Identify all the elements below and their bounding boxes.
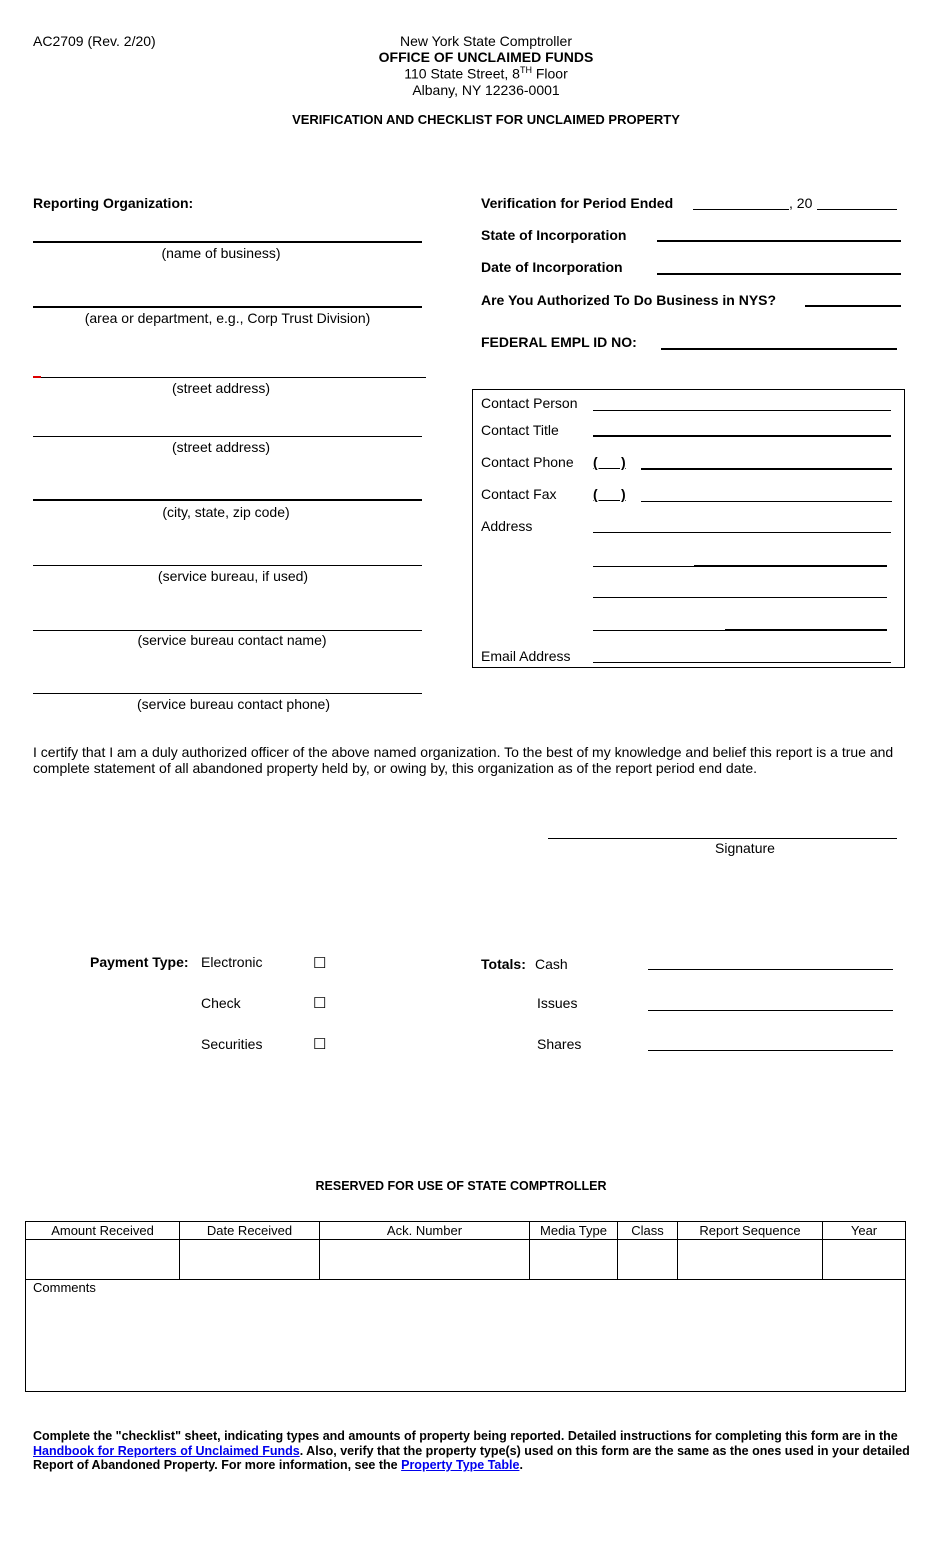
street-address-1-field[interactable] (33, 377, 426, 378)
period-ended-label: Verification for Period Ended (481, 195, 674, 211)
office-name: OFFICE OF UNCLAIMED FUNDS (378, 49, 594, 65)
reserved-data-row (26, 1240, 906, 1280)
payment-electronic-checkbox[interactable]: ☐ (313, 955, 327, 972)
reserved-title: RESERVED FOR USE OF STATE COMPTROLLER (315, 1179, 607, 1193)
agency-name: New York State Comptroller (400, 33, 572, 49)
street-address-2-field[interactable] (33, 436, 422, 437)
cell-year[interactable] (823, 1240, 906, 1280)
caption-street-1: (street address) (171, 380, 271, 396)
payment-type-label: Payment Type: (90, 954, 189, 970)
service-bureau-phone-field[interactable] (33, 693, 422, 694)
payment-securities-checkbox[interactable]: ☐ (313, 1036, 327, 1053)
date-incorporation-field[interactable] (657, 273, 901, 275)
contact-address-line-1[interactable] (593, 532, 891, 533)
cell-ack-number[interactable] (320, 1240, 530, 1280)
contact-email-field[interactable] (593, 662, 891, 663)
contact-phone-area-code[interactable]: ( ) (593, 454, 626, 470)
col-ack-number: Ack. Number (320, 1222, 530, 1240)
contact-address-line-4b[interactable] (725, 629, 887, 631)
contact-person-field[interactable] (593, 410, 891, 411)
business-name-field[interactable] (33, 241, 422, 243)
totals-label: Totals: (481, 956, 526, 972)
cell-date-received[interactable] (180, 1240, 320, 1280)
street-prefix: 110 State Street, 8 (404, 65, 520, 82)
contact-title-field[interactable] (593, 435, 891, 437)
city-state-zip-field[interactable] (33, 499, 422, 501)
fein-label: FEDERAL EMPL ID NO: (481, 334, 637, 350)
totals-cash-field[interactable] (648, 969, 893, 970)
contact-fax-area-code[interactable]: ( ) (593, 486, 626, 502)
payment-electronic-label: Electronic (201, 954, 263, 970)
contact-address-label: Address (481, 518, 533, 534)
property-type-table-link[interactable]: Property Type Table (401, 1458, 520, 1472)
authorized-nys-field[interactable] (805, 305, 901, 307)
col-class: Class (618, 1222, 678, 1240)
contact-fax-field[interactable] (641, 501, 892, 502)
service-bureau-field[interactable] (33, 565, 422, 566)
contact-person-label: Contact Person (481, 395, 578, 411)
footer-text-1: Complete the "checklist" sheet, indicating types and amounts of property being reported. Detailed instructions for completing this form are in the (33, 1429, 898, 1443)
payment-securities-label: Securities (201, 1036, 263, 1052)
form-title: VERIFICATION AND CHECKLIST FOR UNCLAIMED PROPERTY (292, 112, 680, 127)
contact-email-label: Email Address (481, 648, 571, 664)
contact-title-label: Contact Title (481, 422, 559, 438)
red-mark (33, 376, 41, 378)
certification-text: I certify that I am a duly authorized officer of the above named organization. To the best of my knowledge and belief this report is a true and complete statement of all abandoned property held by, or owing by, this organization as of the report period end date. (33, 744, 894, 776)
caption-city-state-zip: (city, state, zip code) (162, 504, 290, 520)
col-report-sequence: Report Sequence (678, 1222, 823, 1240)
comments-box[interactable] (25, 1278, 906, 1392)
caption-business-name: (name of business) (161, 245, 281, 261)
cell-report-sequence[interactable] (678, 1240, 823, 1280)
contact-address-line-4a[interactable] (593, 630, 725, 631)
contact-address-line-2a[interactable] (593, 566, 694, 567)
signature-label: Signature (715, 840, 775, 856)
period-year-prefix: , 20 (789, 195, 813, 211)
date-incorporation-label: Date of Incorporation (481, 259, 623, 275)
street-address (0, 65, 950, 82)
contact-phone-label: Contact Phone (481, 454, 574, 470)
reserved-header-row (26, 1222, 906, 1240)
caption-service-bureau: (service bureau, if used) (157, 568, 309, 584)
caption-department: (area or department, e.g., Corp Trust Division) (84, 310, 371, 326)
footer-text-3: . (519, 1458, 523, 1472)
state-incorporation-field[interactable] (657, 240, 901, 242)
footer-text-2: . Also, verify that the property type(s) used on this form are the same as the ones used in your detailed Report of Abandoned Property. For more information, see the (33, 1443, 910, 1472)
contact-address-line-2b[interactable] (694, 565, 887, 567)
caption-service-bureau-phone: (service bureau contact phone) (137, 696, 330, 712)
period-year-field[interactable] (817, 209, 897, 210)
cell-media-type[interactable] (530, 1240, 618, 1280)
footer-instructions (33, 1429, 923, 1473)
fein-field[interactable] (661, 348, 897, 350)
cell-amount-received[interactable] (26, 1240, 180, 1280)
payment-check-label: Check (201, 995, 241, 1011)
totals-shares-field[interactable] (648, 1050, 893, 1051)
contact-phone-field[interactable] (641, 468, 892, 470)
col-year: Year (823, 1222, 906, 1240)
service-bureau-contact-field[interactable] (33, 630, 422, 631)
caption-street-2: (street address) (171, 439, 271, 455)
comments-label: Comments (33, 1280, 96, 1295)
period-ended-field[interactable] (693, 209, 789, 210)
state-incorporation-label: State of Incorporation (481, 227, 627, 243)
department-field[interactable] (33, 306, 422, 308)
caption-service-bureau-contact: (service bureau contact name) (137, 632, 327, 648)
street-sup: TH (519, 65, 532, 75)
totals-issues-label: Issues (537, 995, 578, 1011)
totals-cash-label: Cash (535, 956, 568, 972)
reserved-table (25, 1221, 906, 1280)
col-media-type: Media Type (530, 1222, 618, 1240)
form-id: AC2709 (Rev. 2/20) (33, 33, 156, 49)
street-suffix: Floor (531, 65, 568, 82)
reporting-org-label: Reporting Organization: (33, 195, 194, 211)
totals-shares-label: Shares (537, 1036, 582, 1052)
city-address: Albany, NY 12236-0001 (412, 82, 560, 98)
payment-check-checkbox[interactable]: ☐ (313, 995, 327, 1012)
col-amount-received: Amount Received (26, 1222, 180, 1240)
totals-issues-field[interactable] (648, 1010, 893, 1011)
col-date-received: Date Received (180, 1222, 320, 1240)
contact-address-line-3[interactable] (593, 597, 887, 598)
authorized-nys-label: Are You Authorized To Do Business in NYS? (481, 292, 777, 308)
contact-fax-label: Contact Fax (481, 486, 557, 502)
cell-class[interactable] (618, 1240, 678, 1280)
signature-field[interactable] (548, 838, 897, 839)
handbook-link[interactable]: Handbook for Reporters of Unclaimed Funds (33, 1443, 300, 1458)
